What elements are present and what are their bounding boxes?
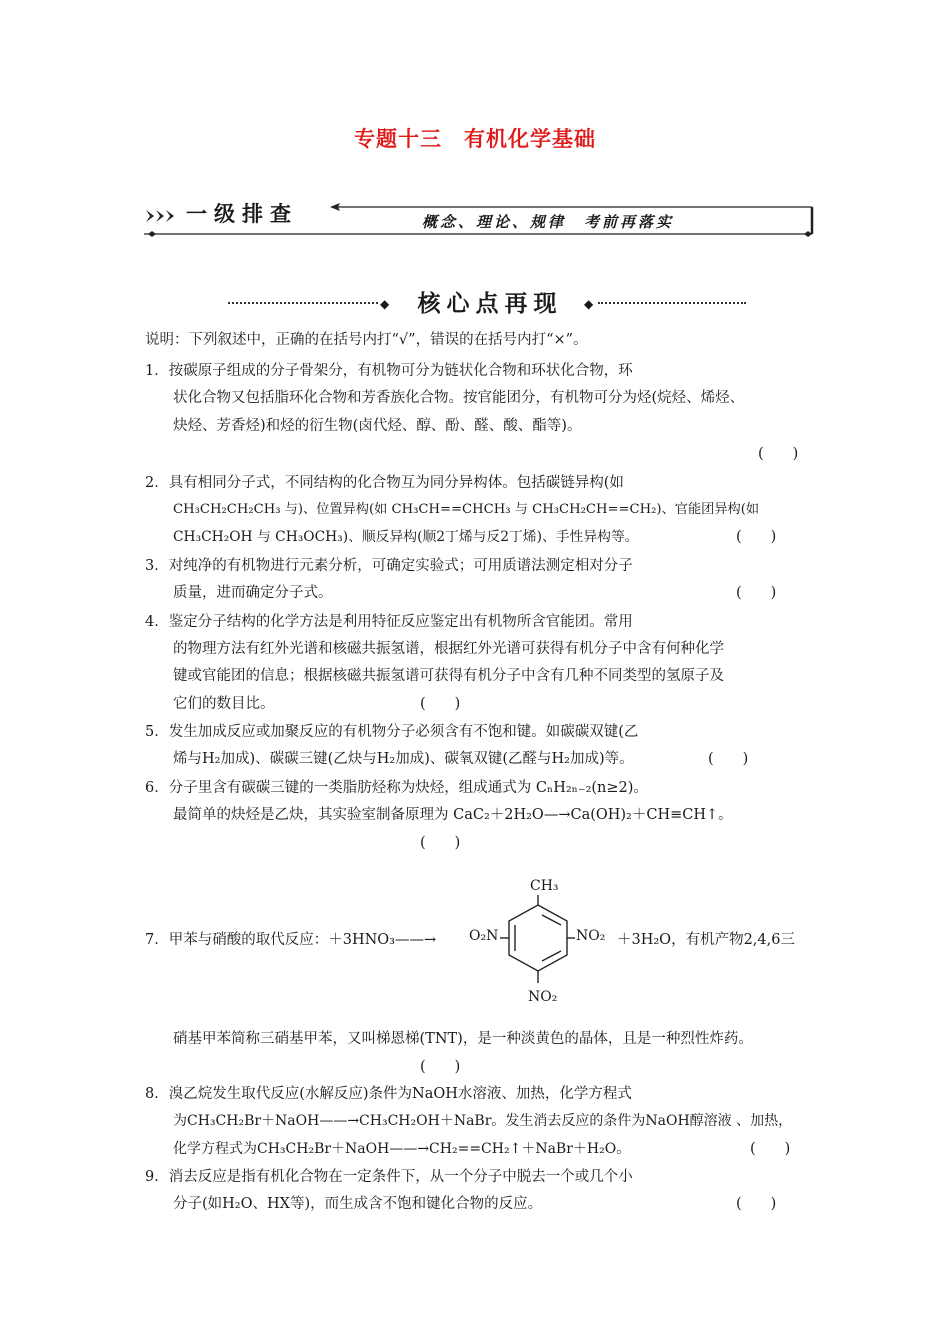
item-6-line-2: 最简单的炔烃是乙炔，其实验室制备原理为 CaC₂＋2H₂O—→Ca(OH)₂＋CH≡CH↑。 (173, 807, 733, 823)
structure-ch3-label: CH₃ (530, 878, 559, 894)
item-8-line-3: 化学方程式为CH₃CH₂Br＋NaOH——→CH₂==CH₂↑＋NaBr＋H₂O。 (173, 1141, 631, 1157)
item-5-line-2: 烯与H₂加成)、碳碳三键(乙炔与H₂加成)、碳氧双键(乙醛与H₂加成)等。 (173, 751, 634, 767)
item-8-answer[interactable]: ( ) (750, 1141, 791, 1157)
structure-bottom-no2-label: NO₂ (528, 989, 558, 1005)
item-2-answer[interactable]: ( ) (736, 529, 777, 545)
diamond-icon: ◆ (584, 297, 594, 311)
item-6-answer[interactable]: ( ) (420, 835, 461, 851)
section-heading-text: 核心点再现 (417, 291, 563, 317)
item-7-line-3: 硝基甲苯简称三硝基甲苯，又叫梯恩梯(TNT)，是一种淡黄色的晶体，且是一种烈性炸药。 (173, 1031, 753, 1047)
diamond-icon: ◆ (380, 297, 390, 311)
item-4-line-1: 4．鉴定分子结构的化学方法是利用特征反应鉴定出有机物所含官能团。常用 (145, 614, 633, 630)
item-3-answer[interactable]: ( ) (736, 585, 777, 601)
item-7-answer[interactable]: ( ) (420, 1059, 461, 1075)
banner-subtitle: 概念、理论、规律 考前再落实 (422, 213, 675, 231)
structure-right-no2-label: NO₂ (576, 928, 606, 944)
instruction-text: 说明：下列叙述中，正确的在括号内打“√”，错误的在括号内打“×”。 (145, 332, 588, 348)
item-1-answer[interactable]: ( ) (758, 446, 799, 462)
item-2-line-2: CH₃CH₂CH₂CH₃ 与)、位置异构(如 CH₃CH==CHCH₃ 与 CH₃CH₂CH==CH₂)、官能团异构(如 (173, 502, 760, 517)
item-1-line-2: 状化合物又包括脂环化合物和芳香族化合物。按官能团分，有机物可分为烃(烷烃、烯烃、 (173, 390, 745, 406)
item-5-answer[interactable]: ( ) (708, 751, 749, 767)
item-3-line-1: 3．对纯净的有机物进行元素分析，可确定实验式；可用质谱法测定相对分子 (145, 558, 633, 574)
item-7-line-1: 7．甲苯与硝酸的取代反应：＋3HNO₃——→ (145, 932, 437, 948)
section-heading (228, 285, 748, 321)
banner-title: 一级排查 (186, 202, 298, 226)
item-6-line-1: 6．分子里含有碳碳三键的一类脂肪烃称为炔烃，组成通式为 CₙH₂ₙ₋₂(n≥2)。 (145, 780, 648, 796)
structure-left-no2-label: O₂N (469, 928, 499, 944)
item-8-line-2: 为CH₃CH₂Br＋NaOH——→CH₃CH₂OH＋NaBr。发生消去反应的条件为NaOH醇溶液 、加热， (173, 1113, 793, 1129)
item-5-line-1: 5．发生加成反应或加聚反应的有机物分子必须含有不饱和键。如碳碳双键(乙 (145, 724, 639, 740)
item-4-line-2: 的物理方法有红外光谱和核磁共振氢谱，根据红外光谱可获得有机分子中含有何种化学 (173, 641, 724, 657)
item-4-line-4: 它们的数目比。 (173, 696, 275, 712)
item-2-line-1: 2．具有相同分子式，不同结构的化合物互为同分异构体。包括碳链异构(如 (145, 475, 624, 491)
page-title: 专题十三 有机化学基础 (354, 126, 596, 151)
item-9-answer[interactable]: ( ) (736, 1196, 777, 1212)
item-4-line-3: 键或官能团的信息；根据核磁共振氢谱可获得有机分子中含有几种不同类型的氢原子及 (173, 668, 724, 684)
item-4-answer[interactable]: ( ) (420, 696, 461, 712)
dotted-rule-left (228, 302, 378, 304)
dotted-rule-right (598, 302, 746, 304)
item-2-line-3: CH₃CH₂OH 与 CH₃OCH₃)、顺反异构(顺2丁烯与反2丁烯)、手性异构等。 (173, 529, 639, 545)
item-7-line-2: ＋3H₂O，有机产物2,4,6三 (617, 932, 795, 948)
item-1-line-3: 炔烃、芳香烃)和烃的衍生物(卤代烃、醇、酚、醛、酸、酯等)。 (173, 418, 582, 434)
item-1-line-1: 1．按碳原子组成的分子骨架分，有机物可分为链状化合物和环状化合物，环 (145, 363, 633, 379)
item-9-line-2: 分子(如H₂O、HX等)，而生成含不饱和键化合物的反应。 (173, 1196, 543, 1212)
item-9-line-1: 9．消去反应是指有机化合物在一定条件下，从一个分子中脱去一个或几个小 (145, 1169, 633, 1185)
item-3-line-2: 质量，进而确定分子式。 (173, 585, 333, 601)
item-8-line-1: 8．溴乙烷发生取代反应(水解反应)条件为NaOH水溶液、加热，化学方程式 (145, 1086, 632, 1102)
section-banner (144, 196, 816, 240)
